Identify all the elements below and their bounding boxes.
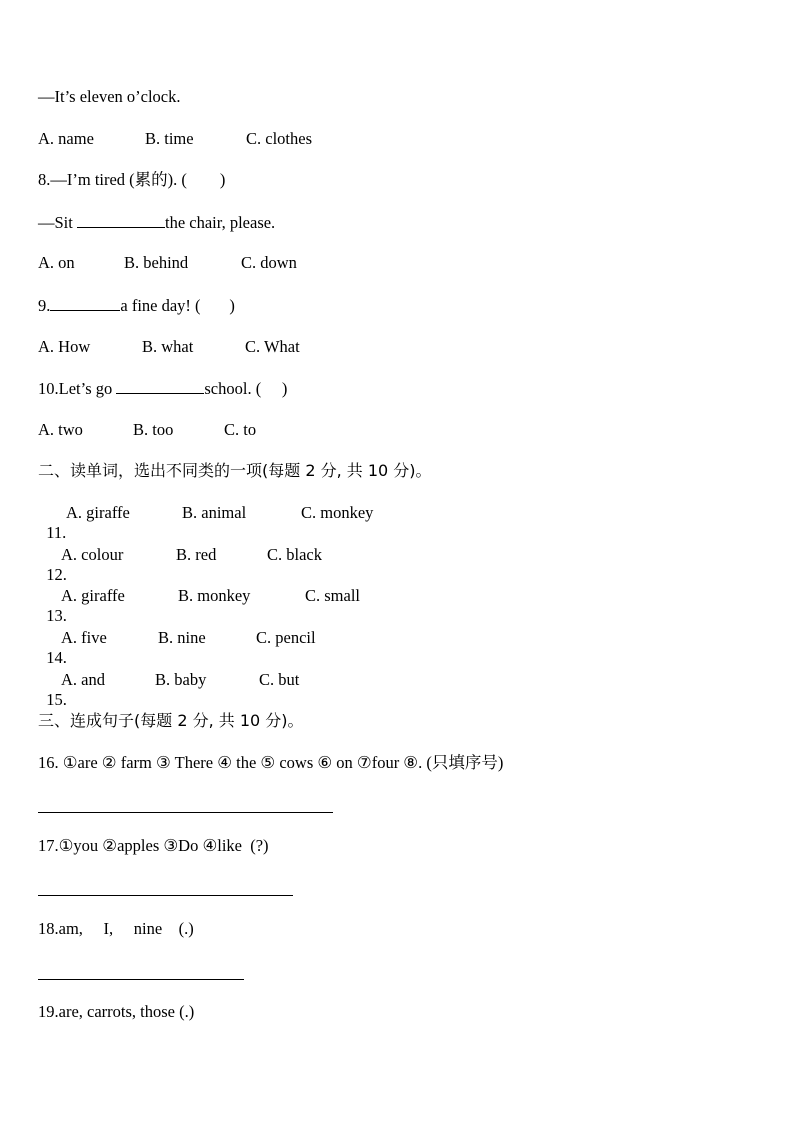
- q8-option-a[interactable]: A. on: [38, 253, 75, 272]
- q13-option-c[interactable]: C. small: [305, 586, 361, 605]
- q15-option-c[interactable]: C. but: [259, 670, 300, 689]
- q8-line2-after: the chair, please.: [164, 213, 276, 232]
- q10-option-c[interactable]: C. to: [224, 420, 257, 439]
- q19-stem: 19.are, carrots, those (.): [38, 1002, 195, 1021]
- q14-option-a[interactable]: A. five: [61, 628, 107, 647]
- section3-heading: 三、连成句子(每题 2 分, 共 10 分)。: [38, 711, 304, 730]
- q17-answer-line[interactable]: [38, 895, 293, 896]
- q9-stem: [38, 295, 235, 316]
- q11-option-c[interactable]: C. monkey: [301, 503, 374, 522]
- q10-after: school. ( ): [204, 379, 288, 398]
- q15-number: 15.: [46, 690, 67, 709]
- q12-option-c[interactable]: C. black: [267, 545, 322, 564]
- q10-before: 10.Let’s go: [38, 379, 117, 398]
- q9-option-c[interactable]: C. What: [245, 337, 300, 356]
- q12-option-a[interactable]: A. colour: [61, 545, 124, 564]
- q8-line2-before: —Sit: [38, 213, 77, 232]
- q7-answer-line: —It’s eleven o’clock.: [38, 87, 181, 106]
- q9-blank[interactable]: [50, 295, 120, 311]
- q13-number: 13.: [46, 606, 67, 625]
- q9-option-b[interactable]: B. what: [142, 337, 194, 356]
- q14-option-b[interactable]: B. nine: [158, 628, 206, 647]
- q8-option-c[interactable]: C. down: [241, 253, 297, 272]
- q13-option-a[interactable]: A. giraffe: [61, 586, 125, 605]
- q9-option-a[interactable]: A. How: [38, 337, 91, 356]
- q10-option-a[interactable]: A. two: [38, 420, 83, 439]
- q11-number: 11.: [46, 523, 71, 542]
- q15-option-a[interactable]: A. and: [61, 670, 105, 689]
- q9-before: 9.: [38, 296, 51, 315]
- q11-option-a[interactable]: A. giraffe: [66, 503, 130, 522]
- q12-option-b[interactable]: B. red: [176, 545, 217, 564]
- section2-heading: 二、读单词，选出不同类的一项(每题 2 分, 共 10 分)。: [38, 461, 432, 480]
- q13-option-b[interactable]: B. monkey: [178, 586, 251, 605]
- q9-after: a fine day! ( ): [120, 296, 235, 315]
- q10-stem: [38, 378, 287, 399]
- q17-stem: 17.①you ②apples ③Do ④like (?): [38, 836, 269, 855]
- q8-stem: 8.—I’m tired (累的). ( ): [38, 170, 226, 189]
- q18-answer-line[interactable]: [38, 979, 244, 980]
- q14-number: 14.: [46, 648, 67, 667]
- q16-answer-line[interactable]: [38, 812, 333, 813]
- q7-option-a[interactable]: A. name: [38, 129, 94, 148]
- q8-line2: [38, 212, 275, 233]
- q11-option-b[interactable]: B. animal: [182, 503, 247, 522]
- q8-blank[interactable]: [77, 212, 165, 228]
- q12-number: 12.: [46, 565, 67, 584]
- q16-stem: 16. ①are ② farm ③ There ④ the ⑤ cows ⑥ on ⑦four ⑧. (只填序号): [38, 753, 504, 772]
- q10-blank[interactable]: [116, 378, 204, 394]
- q18-stem: 18.am, I, nine (.): [38, 919, 194, 938]
- q7-option-c[interactable]: C. clothes: [246, 129, 312, 148]
- q15-option-b[interactable]: B. baby: [155, 670, 207, 689]
- q10-option-b[interactable]: B. too: [133, 420, 174, 439]
- q14-option-c[interactable]: C. pencil: [256, 628, 316, 647]
- q7-option-b[interactable]: B. time: [145, 129, 194, 148]
- q8-option-b[interactable]: B. behind: [124, 253, 189, 272]
